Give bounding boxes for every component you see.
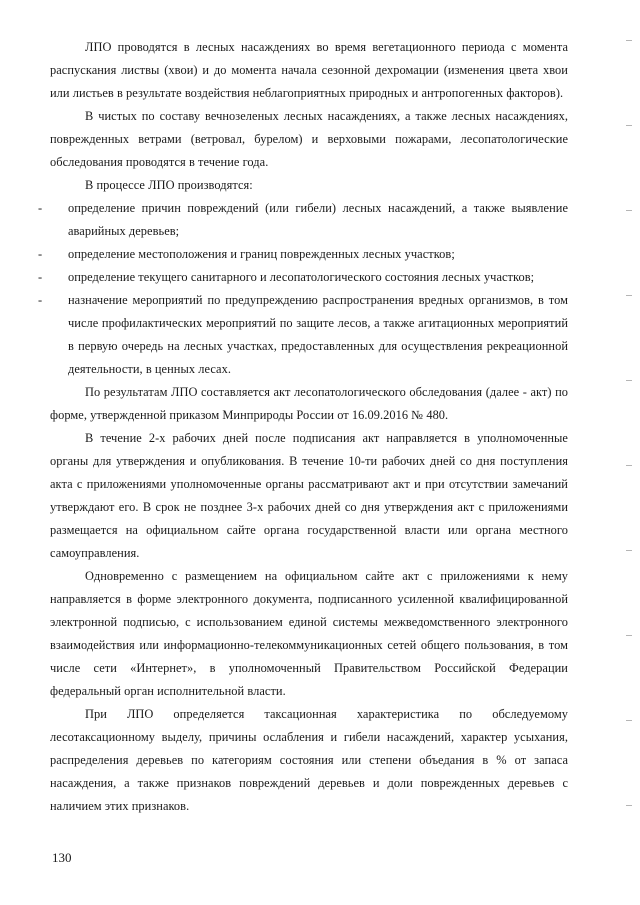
margin-mark bbox=[626, 40, 632, 41]
list-item bbox=[38, 197, 568, 243]
paragraph-act-approval: В течение 2-х рабочих дней после подписания акт направляется в уполномоченные органы для утверждения и опубликования. В течение 10-ти рабочих дней со дня поступления акта с приложениями уполномоченные органы рассматривают акт и при отсутствии замечаний утверждают его. В срок не позднее 3-х рабочих дней со дня утверждения акт с приложениями размещается на официальном сайте органа государственной власти или органа местного самоуправления. bbox=[50, 431, 568, 560]
paragraph-electronic-submission: Одновременно с размещением на официальном сайте акт с приложениями к нему направляется в форме электронного документа, подписанного усиленной квалифицированной электронной подписью, с использованием единой системы межведомственного электронного взаимодействия или информационно-телекоммуникационных сетей общего пользования, в том числе сети «Интернет», в уполномоченный Правительством Российской Федерации федеральный орган исполнительной власти. bbox=[50, 569, 568, 698]
margin-mark bbox=[626, 125, 632, 126]
margin-mark bbox=[626, 720, 632, 721]
margin-mark bbox=[626, 210, 632, 211]
margin-mark bbox=[626, 380, 632, 381]
list-item-text: определение причин повреждений (или гибели) лесных насаждений, а также выявление аварийных деревьев; bbox=[68, 201, 568, 238]
list-item-text: определение местоположения и границ поврежденных лесных участков; bbox=[68, 247, 455, 261]
bullet-dash: - bbox=[38, 270, 43, 284]
list-item-text: назначение мероприятий по предупреждению распространения вредных организмов, в том числе профилактических мероприятий по защите лесов, а также агитационных мероприятий в первую очередь на лесных участках, предоставленных для осуществления рекреационной деятельности, в ценных лесах. bbox=[68, 293, 568, 376]
document-body bbox=[38, 36, 568, 818]
list-item-text: определение текущего санитарного и лесопатологического состояния лесных участков; bbox=[68, 270, 535, 284]
list-intro: В процессе ЛПО производятся: bbox=[85, 178, 253, 192]
paragraph-taxation-characteristics: При ЛПО определяется таксационная характеристика по обследуемому лесотаксационному выделу, причины ослабления и гибели насаждений, характер усыхания, распределения деревьев по категориям состояния или степени объедания в % от запаса насаждения, а также признаков повреждений деревьев и доли поврежденных деревьев с наличием этих признаков. bbox=[50, 707, 568, 813]
margin-mark bbox=[626, 550, 632, 551]
bullet-dash: - bbox=[38, 293, 43, 307]
margin-mark bbox=[626, 295, 632, 296]
list-item bbox=[38, 289, 568, 381]
margin-mark bbox=[626, 465, 632, 466]
list-item bbox=[38, 266, 568, 289]
page-number: 130 bbox=[52, 850, 72, 865]
paragraph-vegetation-period: ЛПО проводятся в лесных насаждениях во время вегетационного периода с момента распускания листвы (хвои) и до момента начала сезонной дехромации (изменения цвета хвои или листьев в результате воздействия неблагоприятных природных и антропогенных факторов). bbox=[50, 40, 568, 100]
bullet-dash: - bbox=[38, 247, 43, 261]
margin-mark bbox=[626, 805, 632, 806]
procedures-list bbox=[38, 197, 568, 381]
paragraph-evergreen-forests: В чистых по составу вечнозеленых лесных насаждениях, а также лесных насаждениях, поврежденных ветрами (ветровал, бурелом) и верховыми пожарами, лесопатологические обследования проводятся в течение года. bbox=[50, 109, 568, 169]
list-item bbox=[38, 243, 568, 266]
margin-mark bbox=[626, 635, 632, 636]
scan-margin-marks bbox=[622, 30, 632, 870]
paragraph-inspection-act: По результатам ЛПО составляется акт лесопатологического обследования (далее - акт) по форме, утвержденной приказом Минприроды России от 16.09.2016 № 480. bbox=[50, 385, 568, 422]
bullet-dash: - bbox=[38, 201, 43, 215]
